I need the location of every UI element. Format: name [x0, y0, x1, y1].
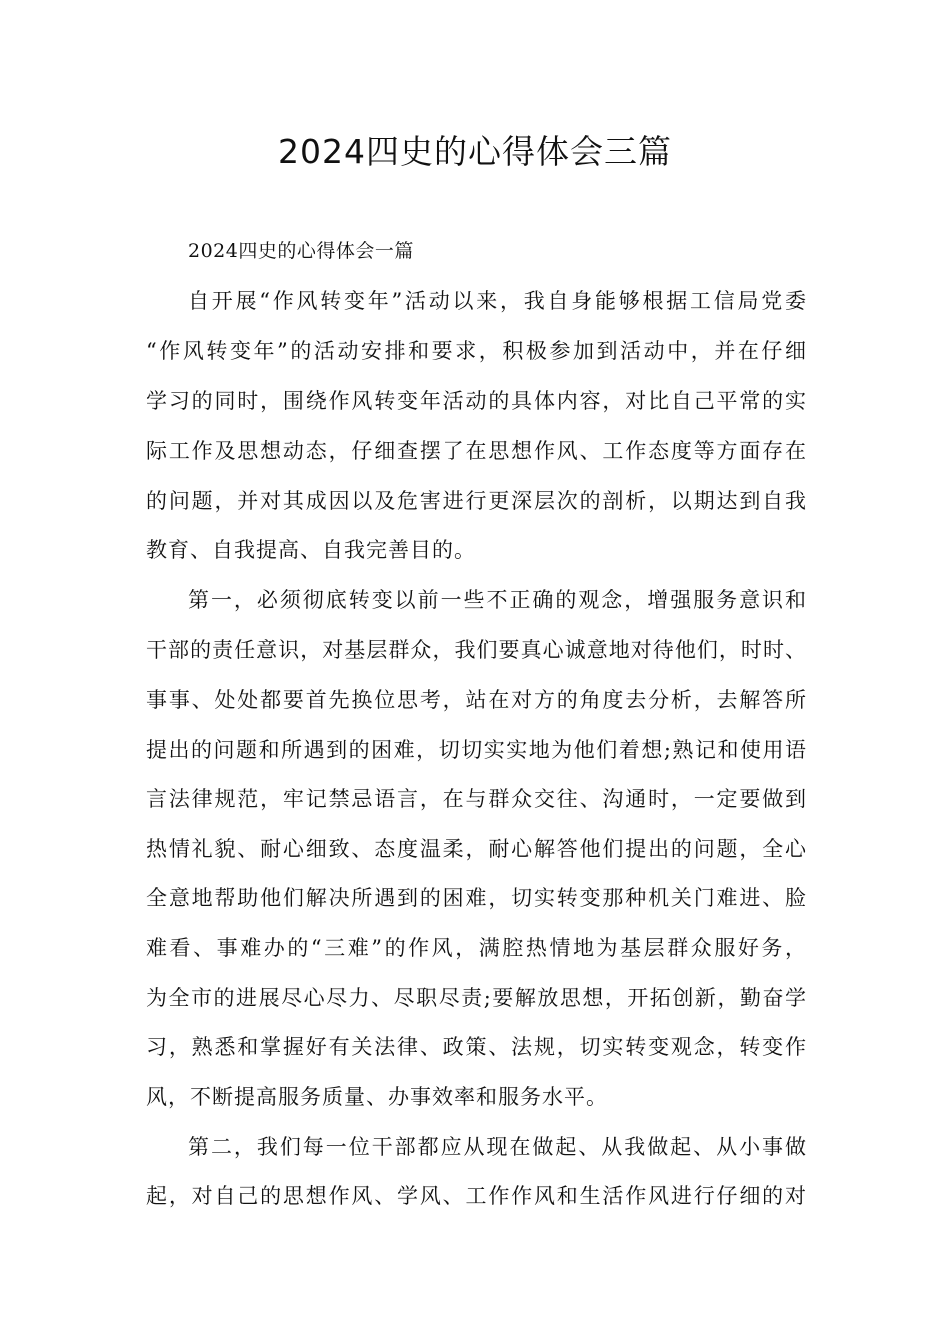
- text-line: 起，对自己的思想作风、学风、工作作风和生活作风进行仔细的对: [146, 1184, 806, 1208]
- text-line: 热情礼貌、耐心细致、态度温柔，耐心解答他们提出的问题，全心: [146, 837, 806, 861]
- text-line: 干部的责任意识，对基层群众，我们要真心诚意地对待他们，时时、: [146, 638, 806, 662]
- text-line: 为全市的进展尽心尽力、尽职尽责;要解放思想，开拓创新，勤奋学: [146, 986, 806, 1010]
- text-line: 提出的问题和所遇到的困难，切切实实地为他们着想;熟记和使用语: [146, 738, 806, 762]
- text-line: “作风转变年”的活动安排和要求，积极参加到活动中，并在仔细: [146, 339, 806, 363]
- text-line: 教育、自我提高、自我完善目的。: [146, 538, 476, 562]
- text-line: 第二，我们每一位干部都应从现在做起、从我做起、从小事做: [188, 1135, 806, 1159]
- text-line: 事事、处处都要首先换位思考，站在对方的角度去分析，去解答所: [146, 688, 806, 712]
- text-line: 难看、事难办的“三难”的作风，满腔热情地为基层群众服好务，: [146, 936, 806, 960]
- text-line: 习，熟悉和掌握好有关法律、政策、法规，切实转变观念，转变作: [146, 1035, 806, 1059]
- document-title: 2024四史的心得体会三篇: [278, 132, 672, 171]
- text-line: 全意地帮助他们解决所遇到的困难，切实转变那种机关门难进、脸: [146, 886, 806, 910]
- text-line: 风，不断提高服务质量、办事效率和服务水平。: [146, 1085, 608, 1109]
- text-line: 自开展“作风转变年”活动以来，我自身能够根据工信局党委: [188, 289, 806, 313]
- text-line: 的问题，并对其成因以及危害进行更深层次的剖析，以期达到自我: [146, 489, 806, 513]
- text-line: 第一，必须彻底转变以前一些不正确的观念，增强服务意识和: [188, 588, 806, 612]
- section-heading: 2024四史的心得体会一篇: [188, 240, 414, 262]
- text-line: 学习的同时，围绕作风转变年活动的具体内容，对比自己平常的实: [146, 389, 806, 413]
- text-line: 际工作及思想动态，仔细查摆了在思想作风、工作态度等方面存在: [146, 439, 806, 463]
- text-line: 言法律规范，牢记禁忌语言，在与群众交往、沟通时，一定要做到: [146, 787, 806, 811]
